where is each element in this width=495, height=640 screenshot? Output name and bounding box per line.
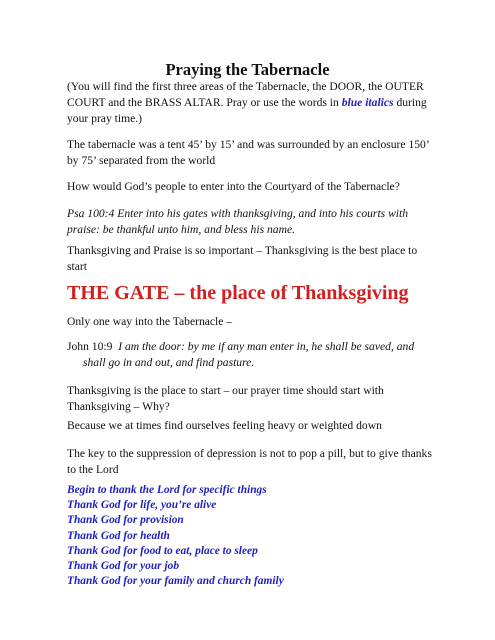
john-verse-text1: I am the door: by me if any man enter in, he shall be saved, and bbox=[118, 340, 415, 353]
list-item: Thank God for provision bbox=[67, 514, 184, 527]
john-verse-line1 bbox=[67, 339, 439, 355]
list-item: Thank God for your job bbox=[67, 560, 180, 573]
tent-paragraph: The tabernacle was a tent 45’ by 15’ and was surrounded by an enclosure 150’ by 75’ separated from the world bbox=[67, 138, 429, 167]
intro-paragraph bbox=[67, 79, 439, 126]
intro-emphasis: blue italics bbox=[341, 95, 394, 109]
john-verse-line2: shall go in and out, and find pasture. bbox=[83, 355, 255, 369]
only-one-way-paragraph: Only one way into the Tabernacle – bbox=[67, 315, 233, 328]
john-verse-ref: John 10:9 bbox=[67, 340, 113, 353]
page-title: Praying the Tabernacle bbox=[165, 60, 330, 79]
john-verse bbox=[67, 339, 439, 371]
psalm-verse: Psa 100:4 Enter into his gates with thanksgiving, and into his courts with praise: be thankful unto him, and bless his name. bbox=[67, 207, 409, 236]
section-heading-gate: THE GATE – the place of Thanksgiving bbox=[67, 282, 409, 304]
list-item: Thank God for your family and church family bbox=[67, 575, 284, 588]
intro-text-end: during your pray time.) bbox=[67, 95, 427, 125]
list-item: Thank God for food to eat, place to sleep bbox=[67, 544, 258, 557]
question-paragraph: How would God’s people to enter into the Courtyard of the Tabernacle? bbox=[67, 180, 400, 193]
because-paragraph: Because we at times find ourselves feeling heavy or weighted down bbox=[67, 419, 382, 432]
thank-list bbox=[67, 483, 447, 589]
list-item: Begin to thank the Lord for specific things bbox=[67, 484, 267, 496]
intro-text-start: (You will find the first three areas of the Tabernacle, the DOOR, the OUTER COURT and the BRASS ALTAR. Pray or use the words in bbox=[67, 80, 424, 109]
thanksgiving-importance-paragraph: Thanksgiving and Praise is so important – Thanksgiving is the best place to start bbox=[67, 244, 418, 273]
list-item: Thank God for life, you’re alive bbox=[67, 499, 217, 512]
list-item: Thank God for health bbox=[67, 529, 170, 542]
thanksgiving-start-paragraph: Thanksgiving is the place to start – our prayer time should start with Thanksgiving – Why? bbox=[67, 384, 384, 413]
key-paragraph: The key to the suppression of depression is not to pop a pill, but to give thanks to the Lord bbox=[67, 447, 432, 476]
